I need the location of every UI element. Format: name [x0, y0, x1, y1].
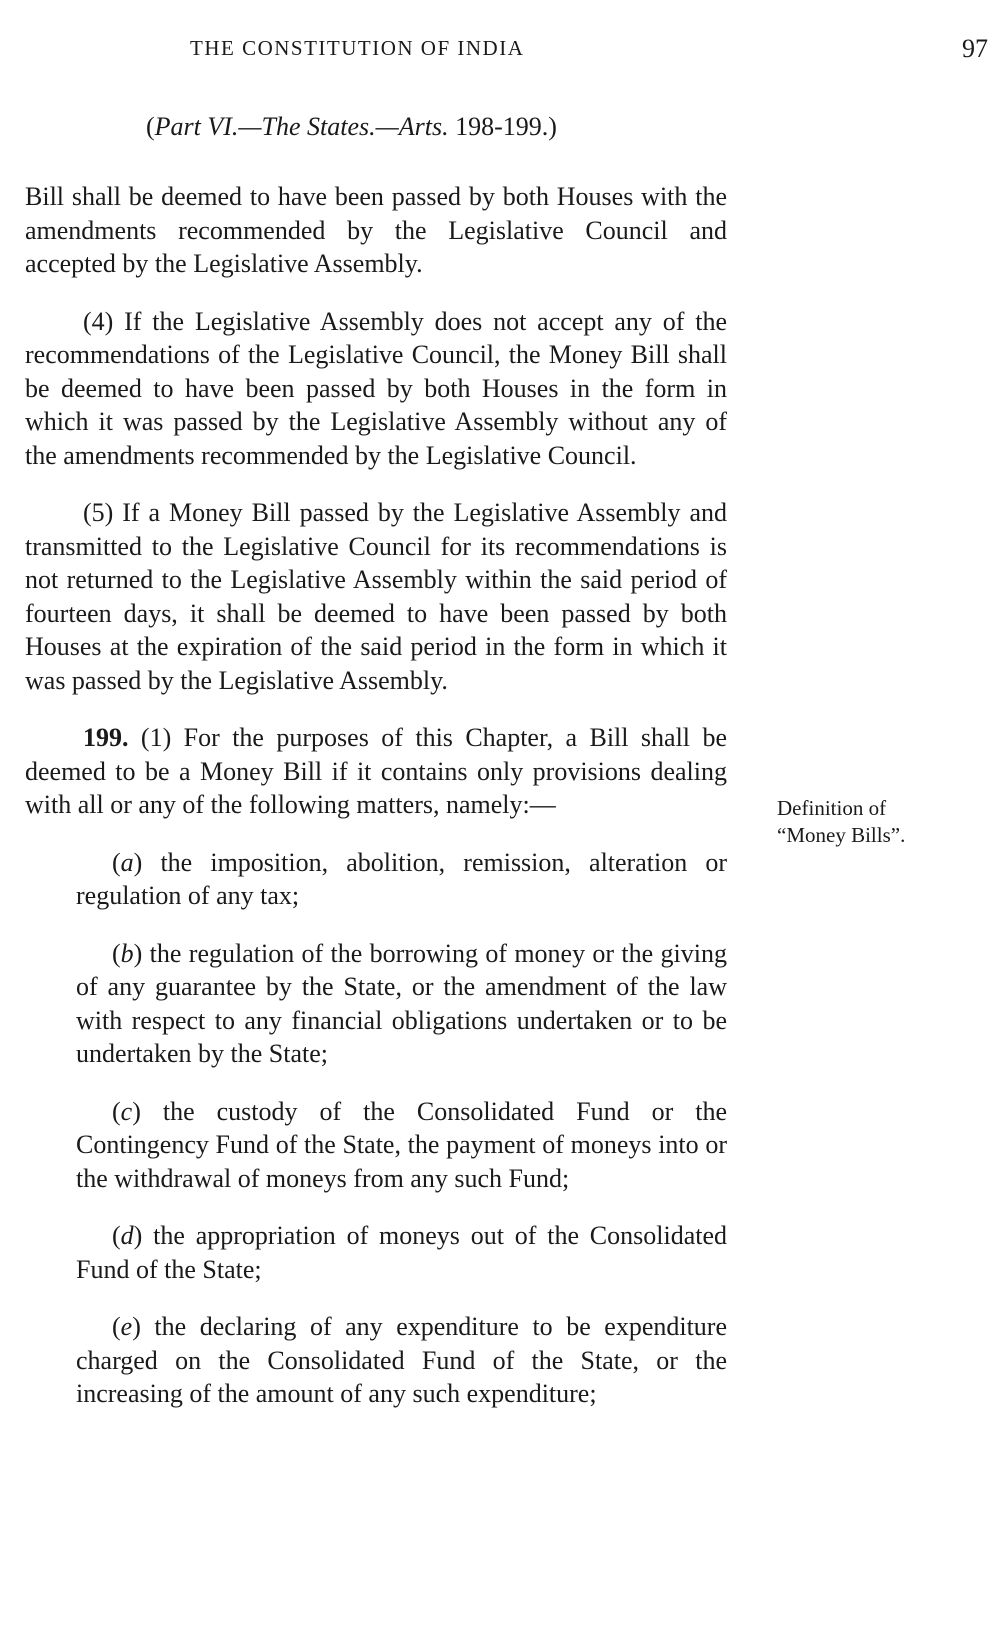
- clause-text: ) the appropriation of moneys out of the Consolidated Fund of the State;: [76, 1221, 727, 1284]
- page-number: 97: [962, 34, 988, 63]
- marginal-note-line1: Definition of: [777, 796, 887, 820]
- clause-text: ) the regulation of the borrowing of money or the giving of any guarantee by the State, or the amendment of the law with respect to any financial obligations undertaken or to be undertaken by the State;: [76, 938, 727, 1068]
- continuation-paragraph: Bill shall be deemed to have been passed by both Houses with the amendments recommended by the Legislative Council and accepted by the Legislative Assembly.: [25, 182, 727, 278]
- clause-d: [76, 1219, 727, 1286]
- clause-open-paren: (: [112, 1312, 121, 1341]
- clause-letter: a: [120, 847, 134, 877]
- clause-5-paragraph: (5) If a Money Bill passed by the Legislative Assembly and transmitted to the Legislative Council for its recommendations is not returned to the Legislative Assembly within the said period of fourteen days, it shall be deemed to have been passed by both Houses at the expiration of the said period in the form in which it was passed by the Legislative Assembly.: [25, 498, 727, 695]
- clause-b: [76, 937, 727, 1071]
- clause-letter: d: [120, 1221, 134, 1250]
- part-reference-italic: Part VI.—The States.—Arts.: [154, 112, 449, 141]
- marginal-note: [777, 795, 977, 849]
- clause-text: ) the declaring of any expenditure to be expenditure charged on the Consolidated Fund of the State, or the increasing of the amount of any such expenditure;: [76, 1312, 727, 1408]
- clause-letter: c: [120, 1096, 133, 1126]
- clause-letter: e: [120, 1312, 133, 1341]
- running-header: THE CONSTITUTION OF INDIA: [190, 36, 525, 60]
- clause-open-paren: (: [112, 1096, 121, 1126]
- clause-open-paren: (: [112, 938, 121, 968]
- clause-c: [76, 1095, 727, 1196]
- body-text: [25, 180, 727, 1435]
- article-199-paragraph: [25, 721, 727, 822]
- clause-text: ) the custody of the Consolidated Fund or the Contingency Fund of the State, the payment of moneys into or the withdrawal of moneys from any such Fund;: [76, 1096, 727, 1193]
- article-number: 199.: [83, 723, 129, 752]
- clause-4-paragraph: (4) If the Legislative Assembly does not accept any of the recommendations of the Legislative Council, the Money Bill shall be deemed to have been passed by both Houses in the form in which it was passed by the Legislative Assembly without any of the amendments recommended by the Legislative Council.: [25, 306, 727, 470]
- part-reference-open-paren: (: [146, 112, 155, 141]
- clause-open-paren: (: [112, 847, 121, 877]
- clause-letter: b: [120, 938, 134, 968]
- clause-text: ) the imposition, abolition, remission, alteration or regulation of any tax;: [76, 847, 727, 910]
- clause-open-paren: (: [112, 1221, 121, 1250]
- part-reference: [146, 112, 557, 142]
- clause-a: [76, 846, 727, 913]
- part-reference-numbers: 198-199.): [448, 112, 557, 141]
- article-199-text: (1) For the purposes of this Chapter, a Bill shall be deemed to be a Money Bill if it contains only provisions dealing with all or any of the following matters, namely:—: [25, 723, 727, 819]
- clause-e: [76, 1310, 727, 1411]
- marginal-note-line2: “Money Bills”.: [777, 823, 906, 847]
